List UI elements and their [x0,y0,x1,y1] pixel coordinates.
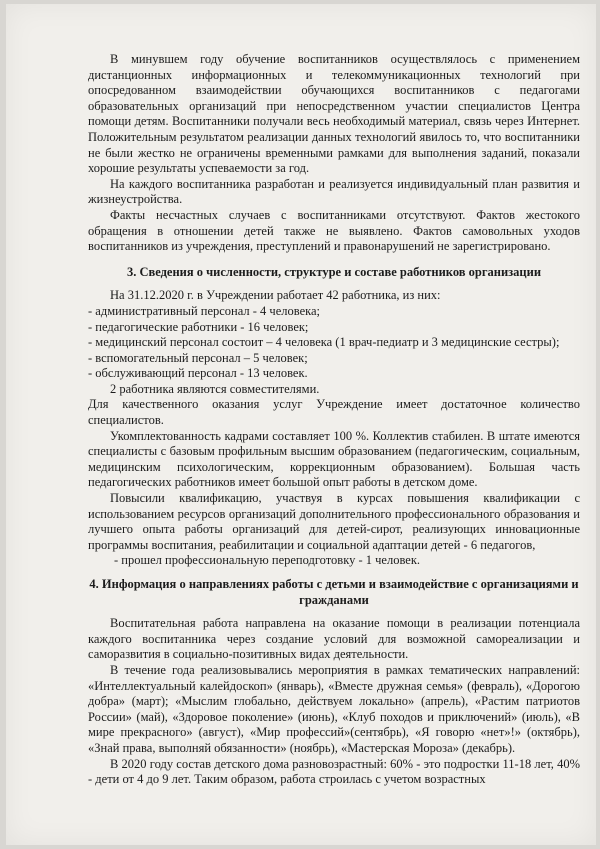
paragraph: На 31.12.2020 г. в Учреждении работает 42 работника, из них: [110,288,441,303]
paragraph: Факты несчастных случаев с воспитанниками отсутствуют. Фактов жестокого обращения в отношении детей также не выявлено. Фактов самовольных уходов воспитанников из учреждения, преступлений и правонарушений не зарегистрировано. [88,207,580,254]
list-item: - прошел профессиональную переподготовку - 1 человек. [114,553,421,568]
paragraph: На каждого воспитанника разработан и реализуется индивидуальный план развития и жизнеустройства. [88,176,580,207]
list-item: - обслуживающий персонал - 13 человек. [88,366,308,381]
section-heading: 3. Сведения о численности, структуре и составе работников организации [126,264,542,279]
section-heading: 4. Информация о направлениях работы с детьми и взаимодействие с организациями и гражданами [89,577,579,607]
paragraph: В минувшем году обучение воспитанников осуществлялось с применением дистанционных информационных и телекоммуникационных технологий при опосредованном взаимодействии обучающихся воспитанников с педагогами образовательных организаций при непосредственном участии специалистов Центра помощи детям. Воспитанники получали весь необходимый материал, связь через Интернет. Положительным результатом реализации данных технологий явилось то, что воспитанники не были жестко не ограничены временными рамками для выполнения заданий, показали хорошие результаты успеваемости за год. [88,52,580,176]
list-item: - вспомогательный персонал – 5 человек; [88,350,308,365]
list-item: - педагогические работники - 16 человек; [88,319,309,334]
document-page [6,4,596,845]
paragraph: 2 работника являются совместителями. [110,381,320,396]
paragraph: Для качественного оказания услуг Учреждение имеет достаточное количество специалистов. [88,397,580,428]
paragraph: Укомплектованность кадрами составляет 100 %. Коллектив стабилен. В штате имеются специалисты с базовым профильным высшим образованием (педагогическим, социальным, медицинским психологическим, коррекционным образованием). Большая часть педагогических работников имеет большой опыт работы в детском доме. [88,428,580,490]
list-item: - административный персонал - 4 человека; [88,303,321,318]
paragraph: В течение года реализовывались мероприятия в рамках тематических направлений: «Интеллектуальный калейдоскоп» (январь), «Вместе дружная семья» (февраль), «Дорогою добра» (март); «Мыслим глобально, действуем локально» (апрель), «Растим патриотов России» (май), «Здоровое поколение» (июнь), «Клуб походов и приключений» (июль), «В мире прекрасного» (август), «Мир профессий»(сентябрь), «Я говорю «нет»!» (октябрь), «Знай права, выполняй обязанности» (ноябрь), «Мастерская Мороза» (декабрь). [88,662,580,755]
document-body [88,52,580,788]
paragraph: Воспитательная работа направлена на оказание помощи в реализации потенциала каждого воспитанника через создание условий для возможной самореализации и саморазвития в социально-позитивных видах деятельности. [88,616,580,662]
paragraph: Повысили квалификацию, участвуя в курсах повышения квалификации с использованием ресурсов организаций дополнительного профессионального образования и лучшего опыта работы организаций для детей-сирот, реализующих инновационные программы воспитания, реабилитации и социальной адаптации детей - 6 педагогов, [88,491,580,552]
paragraph: В 2020 году состав детского дома разновозрастный: 60% - это подростки 11-18 лет, 40% - дети от 4 до 9 лет. Таким образом, работа строилась с учетом возрастных [88,756,580,787]
list-item: - медицинский персонал состоит – 4 человека (1 врач-педиатр и 3 медицинские сестры); [88,335,560,350]
